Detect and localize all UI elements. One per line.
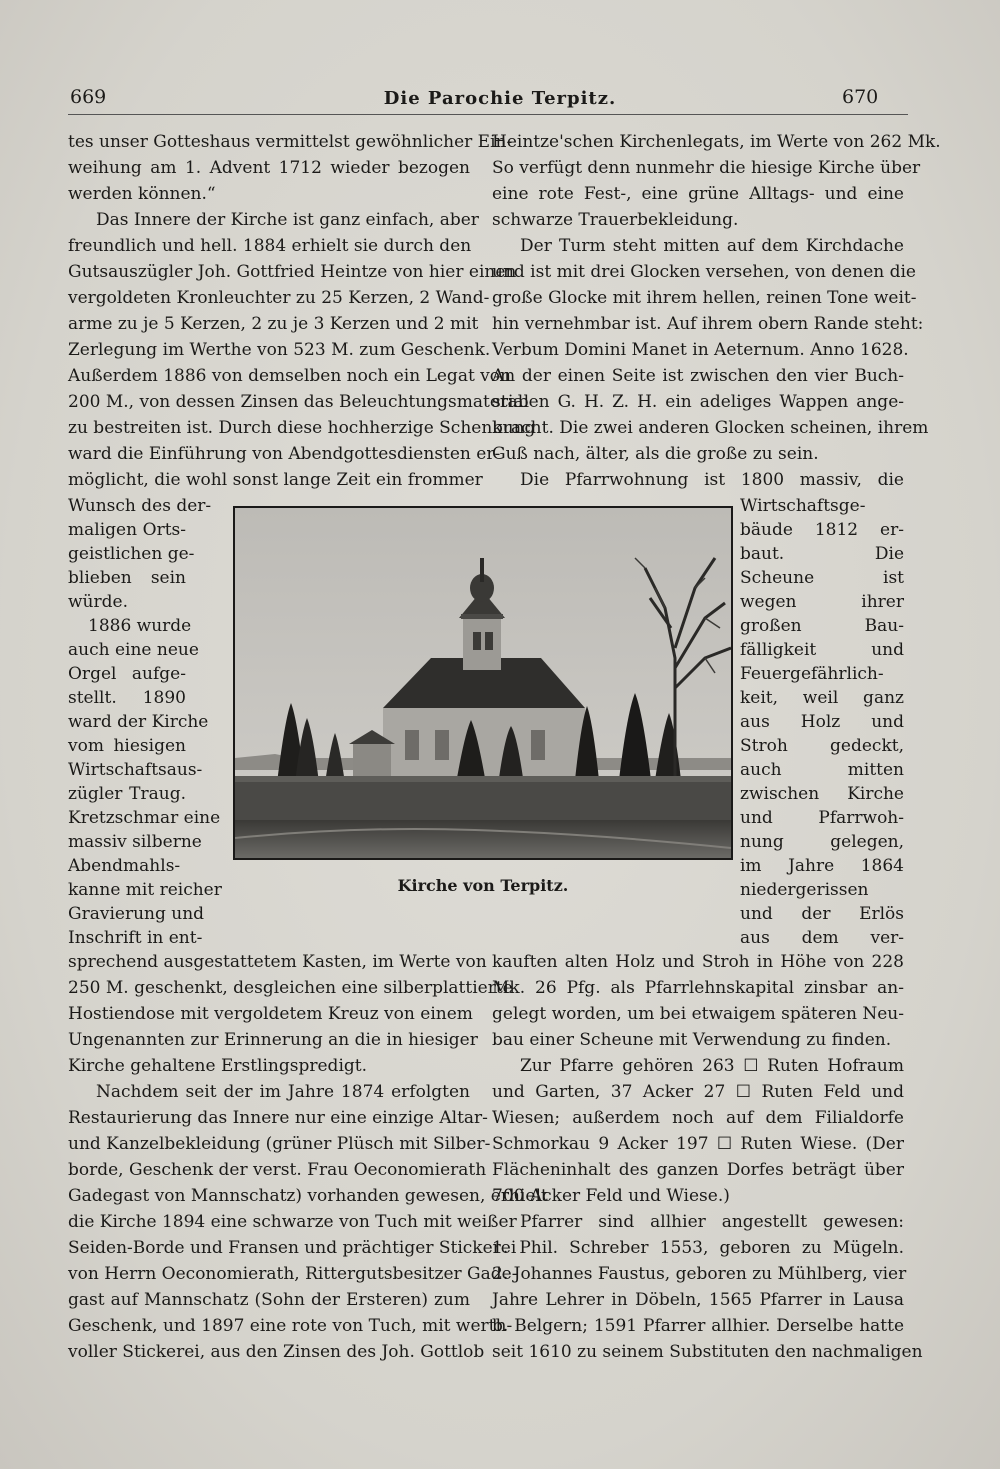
text-line: und ist mit drei Glocken versehen, von denen die xyxy=(492,262,916,282)
text-line: und Pfarrwoh- xyxy=(740,808,904,828)
text-line: stellt. 1890 xyxy=(68,688,186,708)
text-line: bau einer Scheune mit Verwendung zu finden. xyxy=(492,1030,892,1050)
text-line: 200 M., von dessen Zinsen das Beleuchtungsmaterial xyxy=(68,392,530,412)
text-line: und der Erlös xyxy=(740,904,904,924)
text-line: Jahre Lehrer in Döbeln, 1565 Pfarrer in Lausa xyxy=(492,1290,904,1310)
text-line: So verfügt denn nunmehr die hiesige Kirche über xyxy=(492,158,921,178)
text-line: Gadegast von Mannschatz) vorhanden gewesen, erhielt xyxy=(68,1186,548,1206)
text-line: Geschenk, und 1897 eine rote von Tuch, mit werth- xyxy=(68,1316,513,1336)
text-line: massiv silberne xyxy=(68,832,202,852)
text-line: keit, weil ganz xyxy=(740,688,904,708)
text-line: 2. Johannes Faustus, geboren zu Mühlberg, vier xyxy=(492,1264,907,1284)
text-line: b. Belgern; 1591 Pfarrer allhier. Derselbe hatte xyxy=(492,1316,904,1336)
text-line: Scheune ist xyxy=(740,568,904,588)
text-line: Außerdem 1886 von demselben noch ein Legat von xyxy=(68,366,511,386)
text-line: die Kirche 1894 eine schwarze von Tuch mit weißer xyxy=(68,1212,517,1232)
text-line: und Garten, 37 Acker 27 ☐ Ruten Feld und xyxy=(492,1082,904,1102)
text-line: Kirche gehaltene Erstlingspredigt. xyxy=(68,1056,367,1076)
text-line: und Kanzelbekleidung (grüner Plüsch mit Silber- xyxy=(68,1134,491,1154)
text-line: Gravierung und xyxy=(68,904,205,924)
text-line: Wirtschaftsge- xyxy=(740,496,866,516)
text-line: borde, Geschenk der verst. Frau Oeconomierath xyxy=(68,1160,487,1180)
text-line: maligen Orts- xyxy=(68,520,186,540)
text-line: sprechend ausgestattetem Kasten, im Werte von xyxy=(68,952,487,972)
text-line: Nachdem seit der im Jahre 1874 erfolgten xyxy=(96,1082,470,1102)
text-line: große Glocke mit ihrem hellen, reinen Tone weit- xyxy=(492,288,917,308)
running-title: Die Parochie Terpitz. xyxy=(383,88,617,109)
text-line: wegen ihrer xyxy=(740,592,904,612)
text-line: würde. xyxy=(68,592,128,612)
text-line: aus Holz und xyxy=(740,712,904,732)
text-line: nung gelegen, xyxy=(740,832,904,852)
text-line: Hostiendose mit vergoldetem Kreuz von einem xyxy=(68,1004,473,1024)
text-line: schwarze Trauerbekleidung. xyxy=(492,210,739,230)
text-line: Gutsauszügler Joh. Gottfried Heintze von hier einen xyxy=(68,262,517,282)
text-line: bäude 1812 er- xyxy=(740,520,904,540)
text-line: Feuergefährlich- xyxy=(740,664,884,684)
text-line: hin vernehmbar ist. Auf ihrem obern Rande steht: xyxy=(492,314,924,334)
text-line: 250 M. geschenkt, desgleichen eine silberplattierte xyxy=(68,978,513,998)
text-line: Stroh gedeckt, xyxy=(740,736,904,756)
text-line: Mk. 26 Pfg. als Pfarrlehnskapital zinsbar an- xyxy=(492,978,904,998)
text-line: voller Stickerei, aus den Zinsen des Joh. Gottlob xyxy=(68,1342,485,1362)
text-line: geistlichen ge- xyxy=(68,544,195,564)
text-line: Kretzschmar eine xyxy=(68,808,221,828)
text-line: vom hiesigen xyxy=(68,736,186,756)
text-line: Die Pfarrwohnung ist 1800 massiv, die xyxy=(520,470,904,490)
text-line: Heintze'schen Kirchenlegats, im Werte von 262 Mk. xyxy=(492,132,941,152)
text-line: Ungenannten zur Erinnerung an die in hiesiger xyxy=(68,1030,478,1050)
text-line: großen Bau- xyxy=(740,616,904,636)
text-line: Seiden-Borde und Fransen und prächtiger Stickerei xyxy=(68,1238,517,1258)
text-line: Schmorkau 9 Acker 197 ☐ Ruten Wiese. (Der xyxy=(492,1134,904,1154)
text-line: Inschrift in ent- xyxy=(68,928,203,948)
text-line: von Herrn Oeconomierath, Rittergutsbesitzer Gade- xyxy=(68,1264,518,1284)
text-line: möglicht, die wohl sonst lange Zeit ein frommer xyxy=(68,470,483,490)
text-line: eine rote Fest-, eine grüne Alltags- und eine xyxy=(492,184,904,204)
text-line: vergoldeten Kronleuchter zu 25 Kerzen, 2 Wand- xyxy=(68,288,490,308)
text-line: Abendmahls- xyxy=(68,856,181,876)
text-line: Verbum Domini Manet in Aeternum. Anno 1628. xyxy=(492,340,909,360)
text-line: ward der Kirche xyxy=(68,712,209,732)
text-line: An der einen Seite ist zwischen den vier Buch- xyxy=(492,366,904,386)
text-line: bracht. Die zwei anderen Glocken scheinen, ihrem xyxy=(492,418,929,438)
text-line: zwischen Kirche xyxy=(740,784,904,804)
text-line: Wirtschaftsaus- xyxy=(68,760,203,780)
figure-caption: Kirche von Terpitz. xyxy=(397,876,569,895)
text-line: kanne mit reicher xyxy=(68,880,222,900)
text-line: Zerlegung im Werthe von 523 M. zum Geschenk. xyxy=(68,340,491,360)
text-line: Guß nach, älter, als die große zu sein. xyxy=(492,444,819,464)
text-line: gelegt worden, um bei etwaigem späteren Neu- xyxy=(492,1004,904,1024)
page-number-left: 669 xyxy=(70,86,107,108)
text-line: fälligkeit und xyxy=(740,640,904,660)
text-line: Wunsch des der- xyxy=(68,496,212,516)
text-line: tes unser Gotteshaus vermittelst gewöhnlicher Ein- xyxy=(68,132,513,152)
text-line: 700 Acker Feld und Wiese.) xyxy=(492,1186,730,1206)
header-rule xyxy=(68,114,908,115)
text-line: aus dem ver- xyxy=(740,928,904,948)
text-line: kauften alten Holz und Stroh in Höhe von 228 xyxy=(492,952,904,972)
text-line: Der Turm steht mitten auf dem Kirchdache xyxy=(520,236,904,256)
text-line: gast auf Mannschatz (Sohn der Ersteren) zum xyxy=(68,1290,470,1310)
text-line: 1. Phil. Schreber 1553, geboren zu Mügeln. xyxy=(492,1238,904,1258)
text-line: weihung am 1. Advent 1712 wieder bezogen xyxy=(68,158,470,178)
text-line: Zur Pfarre gehören 263 ☐ Ruten Hofraum xyxy=(520,1056,904,1076)
text-line: zu bestreiten ist. Durch diese hochherzige Schenkung xyxy=(68,418,536,438)
text-line: Pfarrer sind allhier angestellt gewesen: xyxy=(520,1212,904,1232)
text-line: auch eine neue xyxy=(68,640,199,660)
text-line: seit 1610 zu seinem Substituten den nachmaligen xyxy=(492,1342,923,1362)
text-line: Restaurierung das Innere nur eine einzige Altar- xyxy=(68,1108,488,1128)
text-line: staben G. H. Z. H. ein adeliges Wappen ange- xyxy=(492,392,904,412)
text-line: 1886 wurde xyxy=(88,616,192,636)
text-line: werden können.“ xyxy=(68,184,216,204)
page-number-right: 670 xyxy=(842,86,879,108)
text-line: auch mitten xyxy=(740,760,904,780)
text-line: Das Innere der Kirche ist ganz einfach, aber xyxy=(96,210,479,230)
text-line: Wiesen; außerdem noch auf dem Filialdorfe xyxy=(492,1108,904,1128)
text-line: ward die Einführung von Abendgottesdiensten er- xyxy=(68,444,501,464)
church-photograph xyxy=(233,506,733,860)
text-line: Flächeninhalt des ganzen Dorfes beträgt über xyxy=(492,1160,904,1180)
text-line: zügler Traug. xyxy=(68,784,186,804)
text-line: baut. Die xyxy=(740,544,904,564)
text-line: Orgel aufge- xyxy=(68,664,186,684)
text-line: blieben sein xyxy=(68,568,186,588)
church-illustration xyxy=(235,508,731,858)
text-line: im Jahre 1864 xyxy=(740,856,904,876)
text-line: niedergerissen xyxy=(740,880,869,900)
text-line: freundlich und hell. 1884 erhielt sie durch den xyxy=(68,236,472,256)
text-line: arme zu je 5 Kerzen, 2 zu je 3 Kerzen und 2 mit xyxy=(68,314,479,334)
